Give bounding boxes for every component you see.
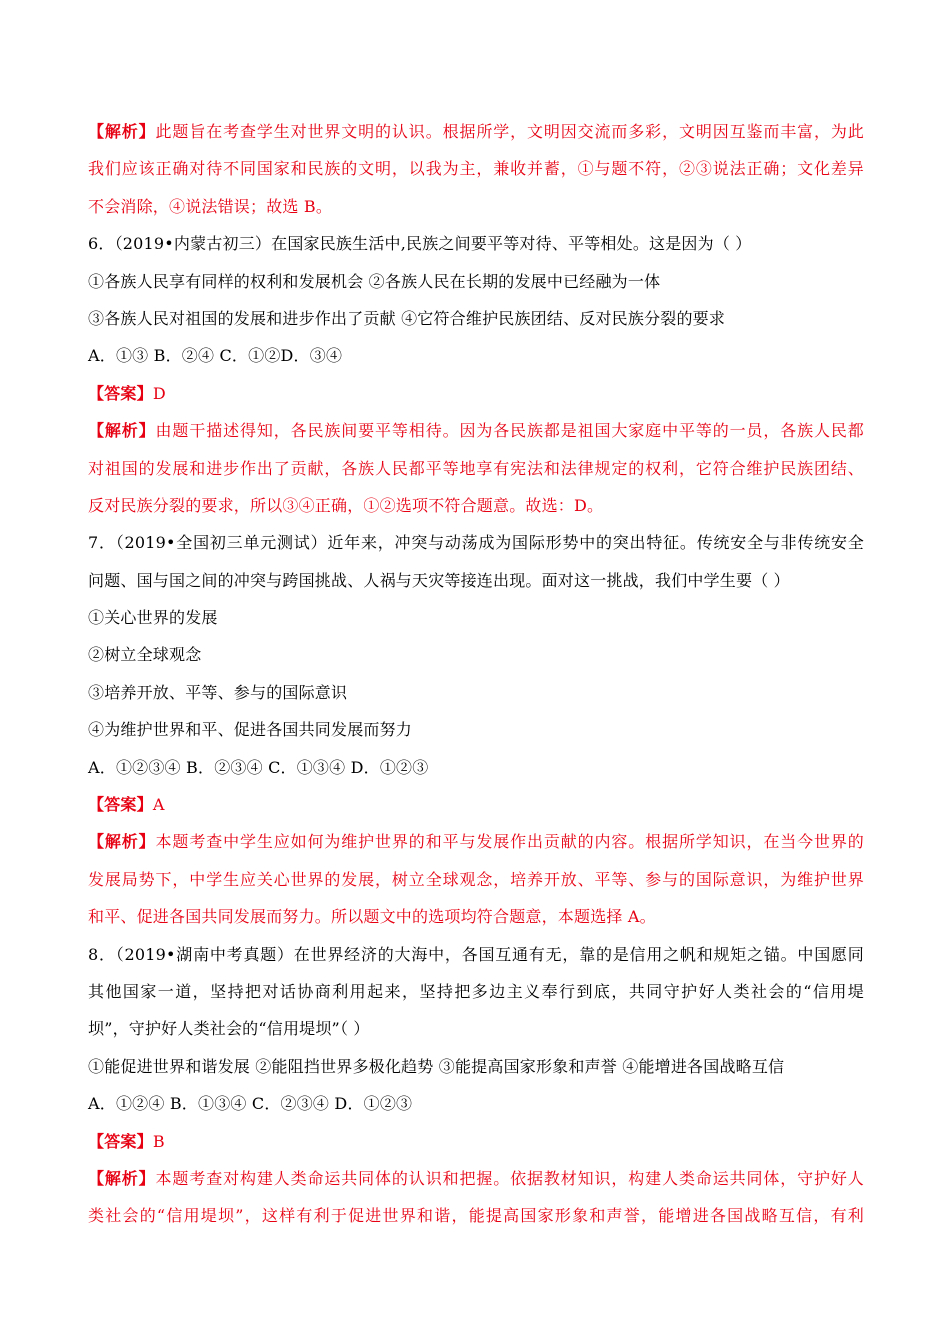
q6-stem-line [88,225,864,262]
q6-answer-tag: 【答案】 [88,383,153,403]
q8-analysis-2-line [88,1197,864,1234]
q8-stem-3-text: 坝”，守护好人类社会的“信用堤坝”（ ） [88,1019,370,1039]
q8-stem-2-line [88,973,864,1010]
q6-options-2-line [88,300,864,337]
q6-answer-text: D [152,383,166,403]
q5-analysis-1-tag: 【解析】 [88,122,156,141]
document-page [88,113,864,1235]
q7-analysis-3-text: 和平、促进各国共同发展而努力。所以题文中的选项均符合题意，本题选择 A。 [88,907,656,927]
q6-analysis-1-text: 由题干描述得知，各民族间要平等相待。因为各民族都是祖国大家庭中平等的一员，各族人民都 [155,421,864,441]
q7-analysis-1-line [88,823,864,860]
q7-option-4-text: ④为维护世界和平、促进各国共同发展而努力 [88,720,413,740]
q8-choices-line [88,1085,864,1122]
q5-analysis-1-line [88,113,864,150]
q8-answer-line [88,1123,864,1160]
q8-stem-1-line [88,936,864,973]
q8-analysis-1-line [88,1160,864,1197]
q6-stem-text: 6．（2019•内蒙古初三）在国家民族生活中,民族之间要平等对待、平等相处。这是因为（ ） [88,234,752,254]
q6-analysis-1-line [88,412,864,449]
q8-analysis-2-text: 类社会的“信用堤坝”，这样有利于促进世界和谐，能提高国家形象和声誉，能增进各国战略互信，有利 [88,1206,864,1226]
q8-stem-1-text: 8．（2019•湖南中考真题）在世界经济的大海中，各国互通有无，靠的是信用之帆和规矩之锚。中国愿同 [88,944,864,964]
q6-options-2-text: ③各族人民对祖国的发展和进步作出了贡献 ④它符合维护民族团结、反对民族分裂的要求 [88,308,726,328]
q8-options-line [88,1048,864,1085]
q6-options-1-line [88,263,864,300]
q6-choices-line [88,337,864,374]
q7-stem-2-line [88,562,864,599]
q8-analysis-1-text: 本题考查对构建人类命运共同体的认识和把握。依据教材知识，构建人类命运共同体，守护好人 [155,1168,864,1188]
q8-stem-2-text: 其他国家一道，坚持把对话协商利用起来，坚持把多边主义奉行到底，共同守护好人类社会的“信用堤 [88,981,864,1001]
q7-stem-1-text: 7．（2019•全国初三单元测试）近年来，冲突与动荡成为国际形势中的突出特征。传统安全与非传统安全 [88,533,864,553]
q7-option-2-line [88,636,864,673]
q8-analysis-1-tag: 【解析】 [88,1168,156,1188]
q7-answer-line [88,786,864,823]
q7-option-2-text: ②树立全球观念 [88,645,202,665]
q7-answer-text: A [152,795,165,815]
q7-analysis-2-line [88,861,864,898]
q7-stem-2-text: 问题、国与国之间的冲突与跨国挑战、人祸与天灾等接连出现。面对这一挑战，我们中学生要（ ） [88,570,790,590]
q6-analysis-2-line [88,450,864,487]
q8-options-text: ①能促进世界和谐发展 ②能阻挡世界多极化趋势 ③能提高国家形象和声誉 ④能增进各国战略互信 [88,1056,785,1076]
q6-analysis-3-text: 反对民族分裂的要求，所以③④正确，①②选项不符合题意。故选：D。 [88,495,604,515]
q7-option-3-line [88,674,864,711]
q6-choices-text: A．①③ B．②④ C．①②D．③④ [88,346,343,366]
q7-analysis-3-line [88,898,864,935]
q5-analysis-3-text: 不会消除，④说法错误；故选 B。 [88,196,333,216]
q6-answer-line [88,375,864,412]
q8-answer-text: B [152,1131,165,1151]
q8-stem-3-line [88,1010,864,1047]
q8-choices-text: A．①②④ B．①③④ C．②③④ D．①②③ [88,1094,413,1114]
q7-option-4-line [88,711,864,748]
q8-answer-tag: 【答案】 [88,1131,153,1151]
q7-analysis-1-text: 本题考查中学生应如何为维护世界的和平与发展作出贡献的内容。根据所学知识，在当今世界的 [155,832,864,852]
q5-analysis-1-text: 此题旨在考查学生对世界文明的认识。根据所学，文明因交流而多彩，文明因互鉴而丰富，为此 [155,122,864,141]
q7-choices-line [88,749,864,786]
q7-analysis-2-text: 发展局势下，中学生应关心世界的发展，树立全球观念，培养开放、平等、参与的国际意识，为维护世界 [88,869,864,889]
q6-options-1-text: ①各族人民享有同样的权利和发展机会 ②各族人民在长期的发展中已经融为一体 [88,271,661,291]
q7-answer-tag: 【答案】 [88,795,153,815]
q6-analysis-1-tag: 【解析】 [88,421,156,441]
q6-analysis-2-text: 对祖国的发展和进步作出了贡献，各族人民都平等地享有宪法和法律规定的权利，它符合维护民族团结、 [88,458,864,478]
q7-choices-text: A．①②③④ B．②③④ C．①③④ D．①②③ [88,757,429,777]
q5-analysis-2-text: 我们应该正确对待不同国家和民族的文明，以我为主，兼收并蓄，①与题不符，②③说法正确；文化差异 [88,159,864,179]
q5-analysis-2-line [88,150,864,187]
q7-option-1-text: ①关心世界的发展 [88,608,218,628]
q7-stem-1-line [88,524,864,561]
q7-option-1-line [88,599,864,636]
q7-option-3-text: ③培养开放、平等、参与的国际意识 [88,682,348,702]
q7-analysis-1-tag: 【解析】 [88,832,156,852]
q6-analysis-3-line [88,487,864,524]
q5-analysis-3-line [88,188,864,225]
